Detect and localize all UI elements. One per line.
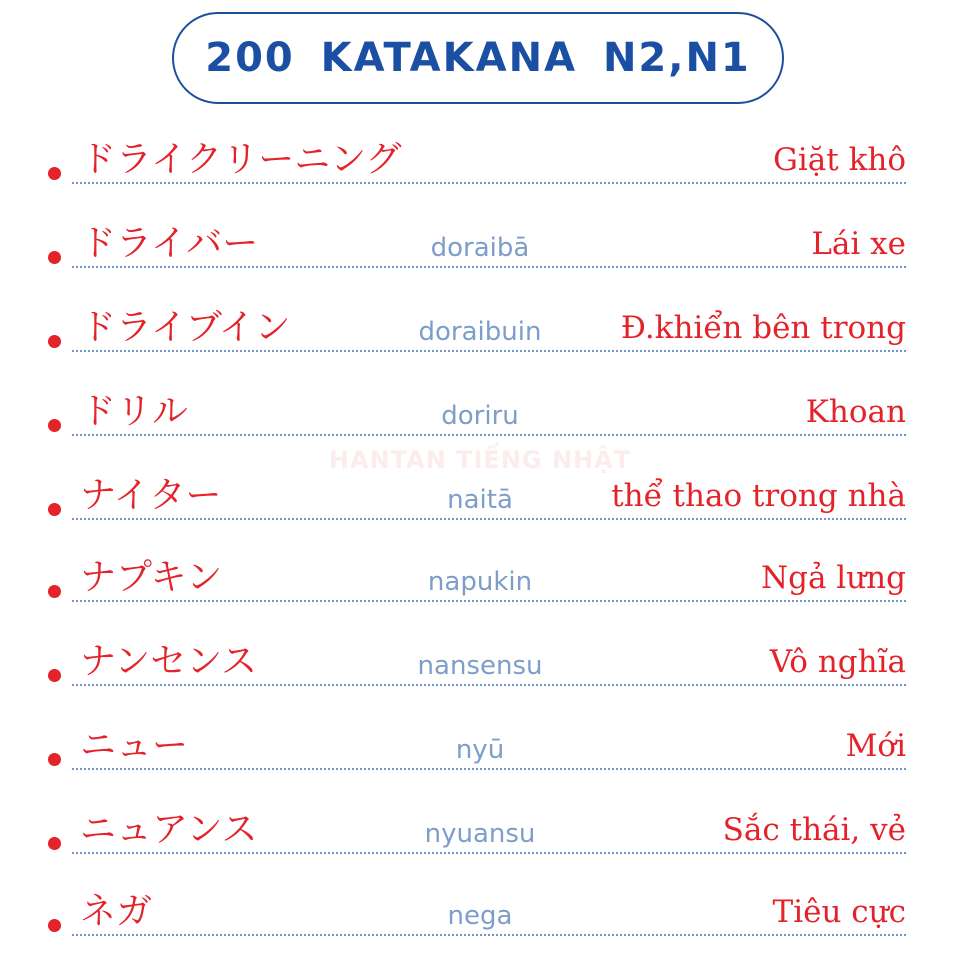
dotted-divider [72, 934, 906, 936]
bullet-icon [48, 669, 61, 682]
vocab-row [0, 808, 960, 888]
bullet-icon [48, 167, 61, 180]
dotted-divider [72, 768, 906, 770]
dotted-divider [72, 434, 906, 436]
romaji-reading: naitā [447, 485, 513, 515]
dotted-divider [72, 182, 906, 184]
katakana-word: ドライブイン [80, 307, 291, 348]
vietnamese-meaning: Ngả lưng [761, 560, 906, 596]
dotted-divider [72, 600, 906, 602]
vocab-row [0, 222, 960, 302]
watermark: HANTAN TIẾNG NHẬT [328, 446, 632, 474]
bullet-icon [48, 837, 61, 850]
katakana-word: ネガ [80, 891, 153, 932]
romaji-reading: nyuansu [424, 819, 536, 849]
katakana-word: ニュアンス [80, 809, 258, 850]
vietnamese-meaning: Vô nghĩa [769, 644, 906, 680]
bullet-icon [48, 335, 61, 348]
katakana-word: ナプキン [80, 557, 223, 598]
bullet-icon [48, 419, 61, 432]
vietnamese-meaning: Khoan [805, 394, 906, 430]
romaji-reading: nyū [455, 735, 505, 765]
vocab-row [0, 724, 960, 804]
vocab-row [0, 640, 960, 720]
vietnamese-meaning: thể thao trong nhà [611, 478, 906, 514]
vietnamese-meaning: Đ.khiển bên trong [620, 310, 906, 346]
romaji-reading: doraibā [430, 233, 530, 263]
title-banner [172, 12, 784, 104]
vocab-row [0, 306, 960, 386]
katakana-word: ナンセンス [80, 641, 258, 682]
romaji-reading: doriru [441, 401, 519, 431]
bullet-icon [48, 585, 61, 598]
dotted-divider [72, 518, 906, 520]
vocab-row [0, 390, 960, 470]
dotted-divider [72, 684, 906, 686]
romaji-reading: nega [447, 901, 513, 931]
vietnamese-meaning: Lái xe [811, 226, 906, 262]
romaji-reading: nansensu [417, 651, 543, 681]
katakana-word: ドライバー [80, 223, 259, 264]
dotted-divider [72, 266, 906, 268]
katakana-word: ナイター [80, 475, 222, 516]
bullet-icon [48, 919, 61, 932]
vietnamese-meaning: Sắc thái, vẻ [722, 812, 906, 848]
vietnamese-meaning: Tiêu cực [772, 894, 906, 930]
bullet-icon [48, 753, 61, 766]
bullet-icon [48, 251, 61, 264]
romaji-reading: doraibuin [418, 317, 542, 347]
vietnamese-meaning: Giặt khô [773, 142, 906, 178]
dotted-divider [72, 350, 906, 352]
vietnamese-meaning: Mới [845, 728, 906, 764]
vocab-row [0, 890, 960, 970]
vocab-row [0, 138, 960, 218]
katakana-word: ニュー [80, 725, 189, 766]
katakana-word: ドリル [80, 391, 189, 432]
katakana-word: ドライクリーニング [80, 139, 402, 180]
bullet-icon [48, 503, 61, 516]
vocab-row [0, 556, 960, 636]
romaji-reading: napukin [427, 567, 533, 597]
dotted-divider [72, 852, 906, 854]
vocab-row [0, 474, 960, 554]
page-title: 200 KATAKANA N2,N1 [205, 35, 751, 81]
